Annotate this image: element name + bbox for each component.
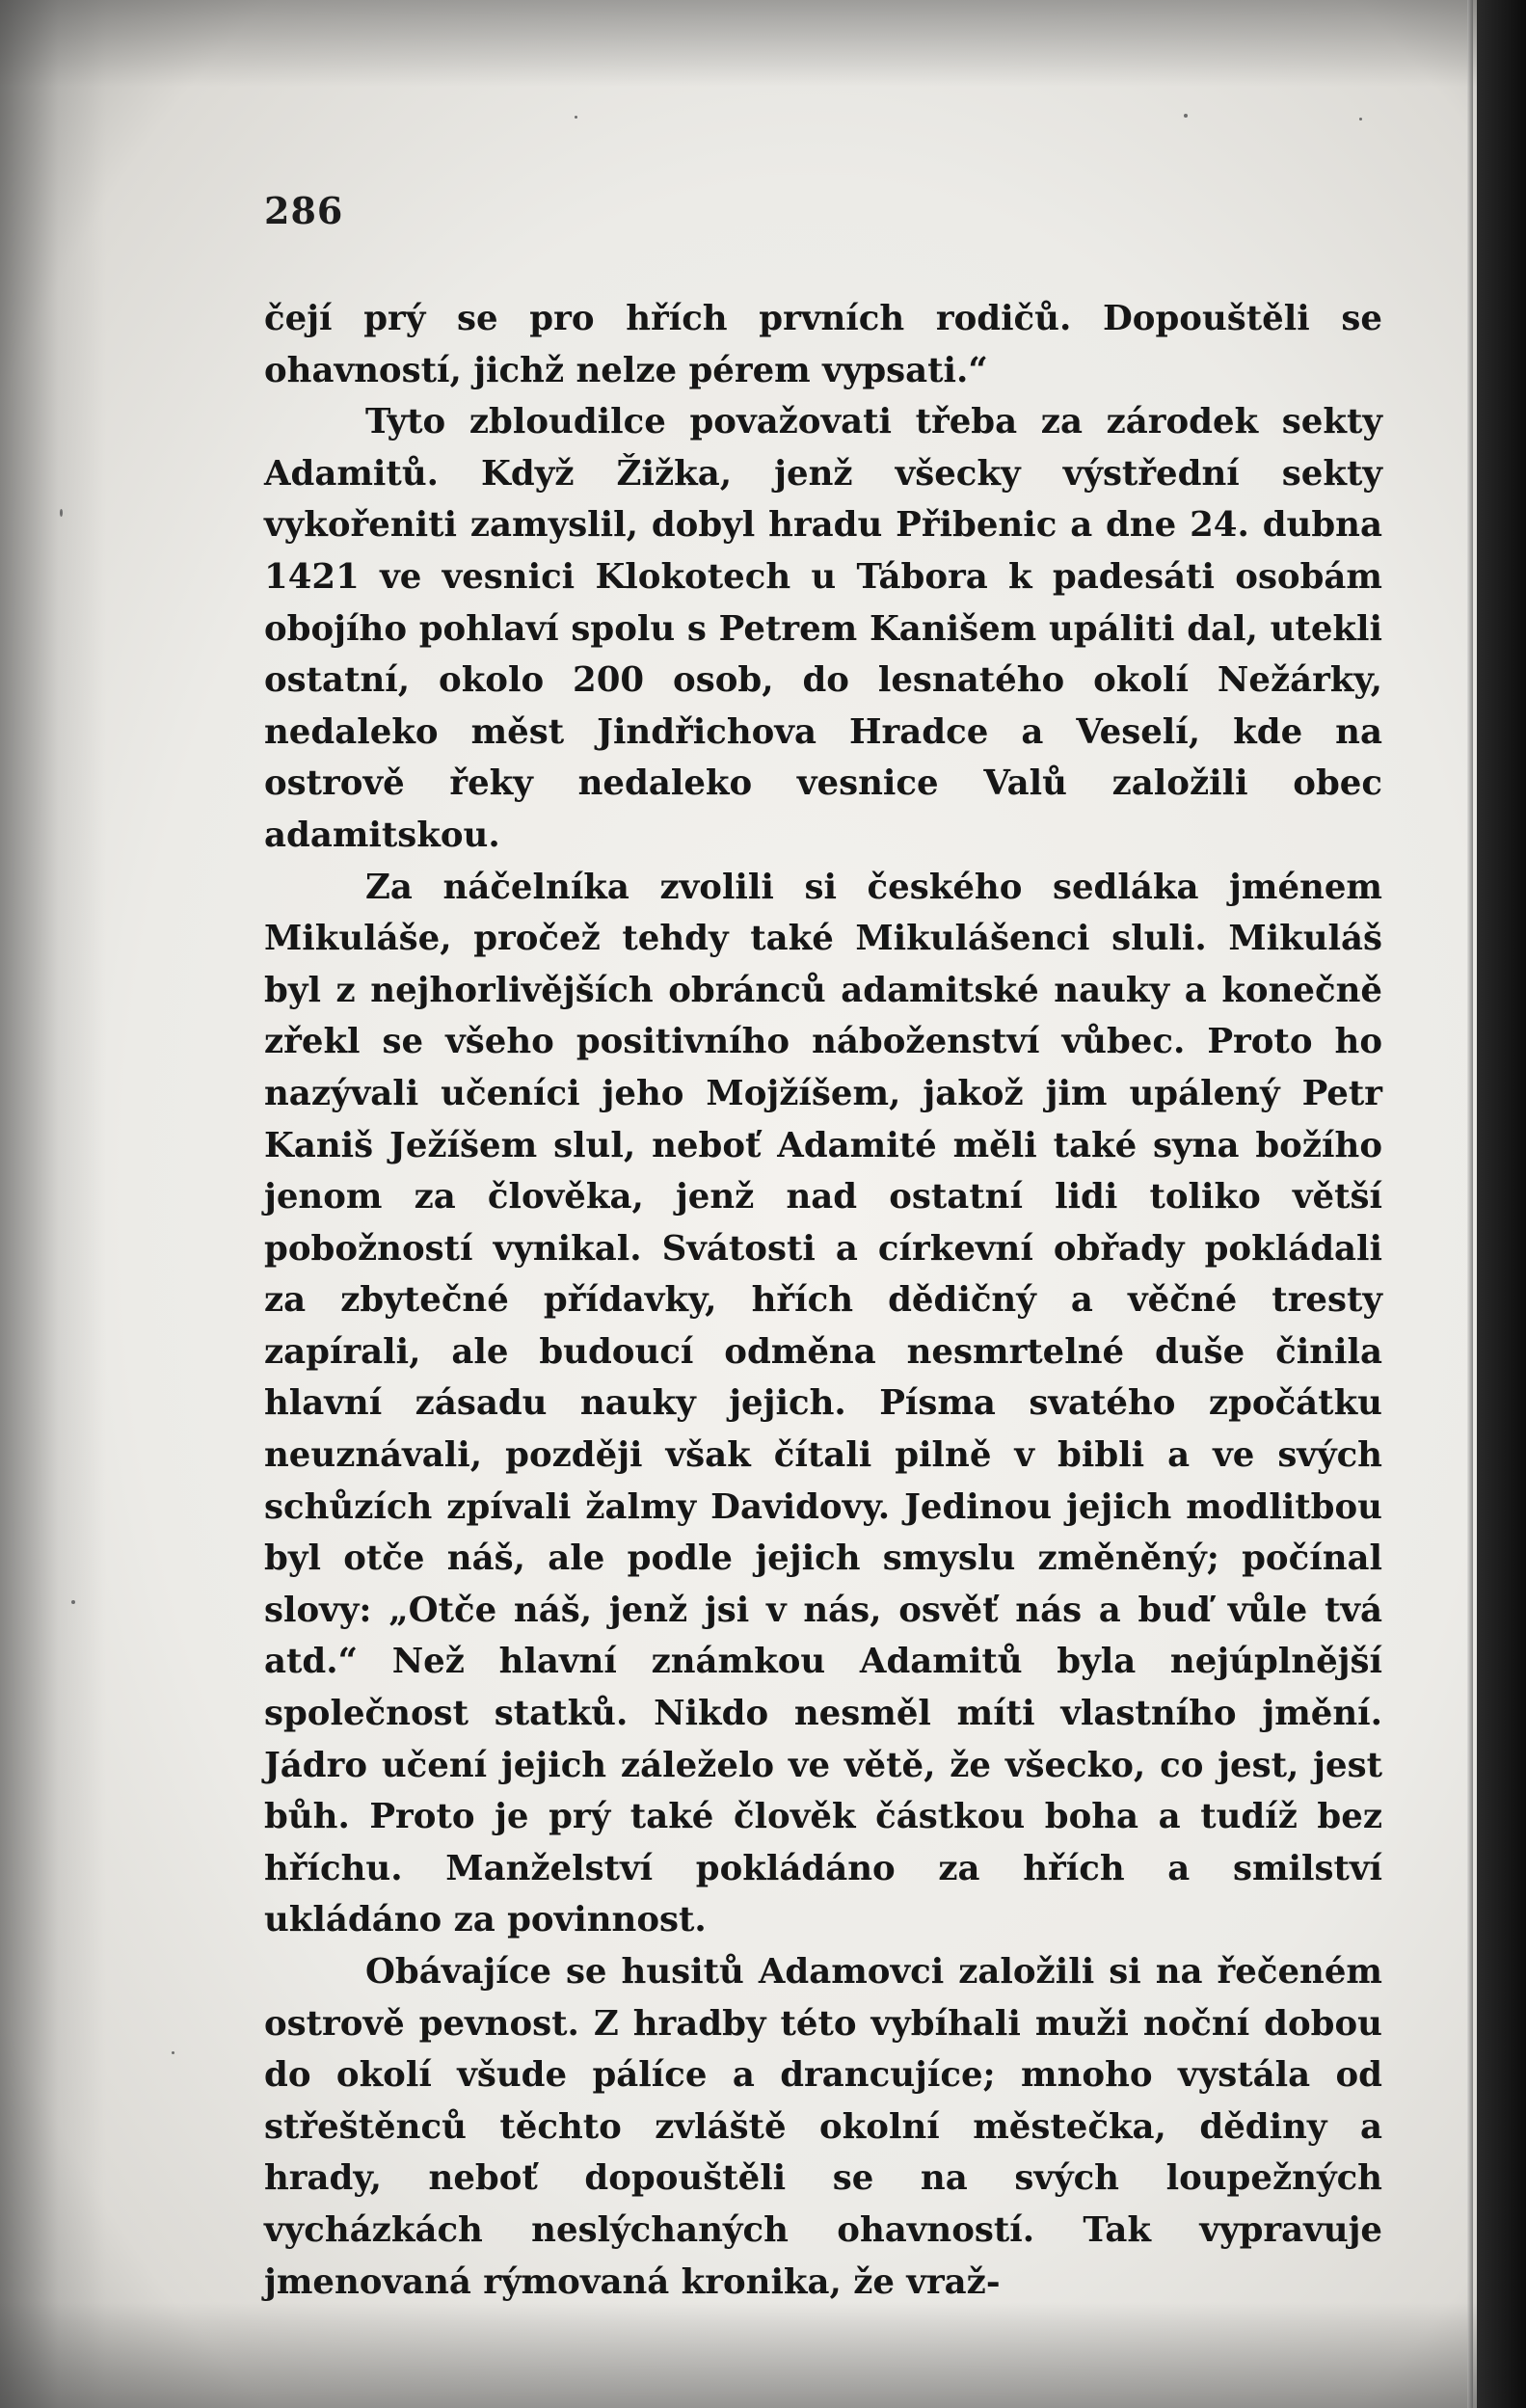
scan-speck (71, 1600, 75, 1604)
paragraph-2: Tyto zbloudilce považovati třeba za zárodek sekty Adamitů. Když Žižka, jenž všecky výstřední sekty vykořeniti zamyslil, dobyl hradu Přibenic a dne 24. dubna 1421 ve vesnici Klokotech u Tábora k padesáti osobám obojího pohlaví spolu s Petrem Kanišem upáliti dal, utekli ostatní, okolo 200 osob, do lesnatého okolí Nežárky, nedaleko měst Jindřichova Hradce a Veselí, kde na ostrově řeky nedaleko vesnice Valů založili obec adamitskou. (264, 402, 1382, 855)
scan-speck (1184, 114, 1188, 118)
paragraph-4: Obávajíce se husitů Adamovci založili si na řečeném ostrově pevnost. Z hradby této vybíhali muži noční dobou do okolí všude pálíce a drancujíce; mnoho vystála od střeštěnců těchto zvláště okolní městečka, dědiny a hrady, neboť dopouštěli se na svých loupežných vycházkách neslýchaných ohavností. Tak vypravuje jmenovaná rýmovaná kronika, že vraž- (264, 1952, 1382, 2302)
page-edge-line (1467, 0, 1473, 2408)
scan-speck (60, 509, 63, 517)
scan-speck (172, 2051, 174, 2054)
body-text (264, 293, 1382, 2308)
top-edge-shadow (0, 0, 1477, 87)
scan-speck (575, 116, 577, 119)
scan-border-right (1477, 0, 1526, 2408)
binding-shadow (0, 0, 106, 2408)
scan-speck (1359, 118, 1362, 120)
bottom-edge-shadow (0, 2302, 1477, 2408)
paragraph-3: Za náčelníka zvolili si českého sedláka jménem Mikuláše, pročež tehdy také Mikulášenci sluli. Mikuláš byl z nejhorlivějších obránců adamitské nauky a konečně zřekl se všeho positivního náboženství vůbec. Proto ho nazývali učeníci jeho Mojžíšem, jakož jim upálený Petr Kaniš Ježíšem slul, neboť Adamité měli také syna božího jenom za člověka, jenž nad ostatní lidi toliko větší pobožností vynikal. Svátosti a církevní obřady pokládali za zbytečné přídavky, hřích dědičný a věčné tresty zapírali, ale budoucí odměna nesmrtelné duše činila hlavní zásadu nauky jejich. Písma svatého zpočátku neuznávali, později však čítali pilně v bibli a ve svých schůzích zpívali žalmy Davidovy. Jedinou jejich modlitbou byl otče náš, ale podle jejich smyslu změněný; počínal slovy: „Otče náš, jenž jsi v nás, osvěť nás a buď vůle tvá atd.“ Než hlavní známkou Adamitů byla nejúplnější společnost statků. Nikdo nesměl míti vlastního jmění. Jádro učení jejich záleželo ve větě, že všecko, co jest, jest bůh. Proto je prý také člověk částkou boha a tudíž bez hříchu. Manželství pokládáno za hřích a smilství ukládáno za povinnost. (264, 867, 1382, 1940)
page-number: 286 (264, 189, 344, 232)
paragraph-1: čejí prý se pro hřích prvních rodičů. Dopouštěli se ohavností, jichž nelze pérem vypsati.“ (264, 299, 1382, 390)
